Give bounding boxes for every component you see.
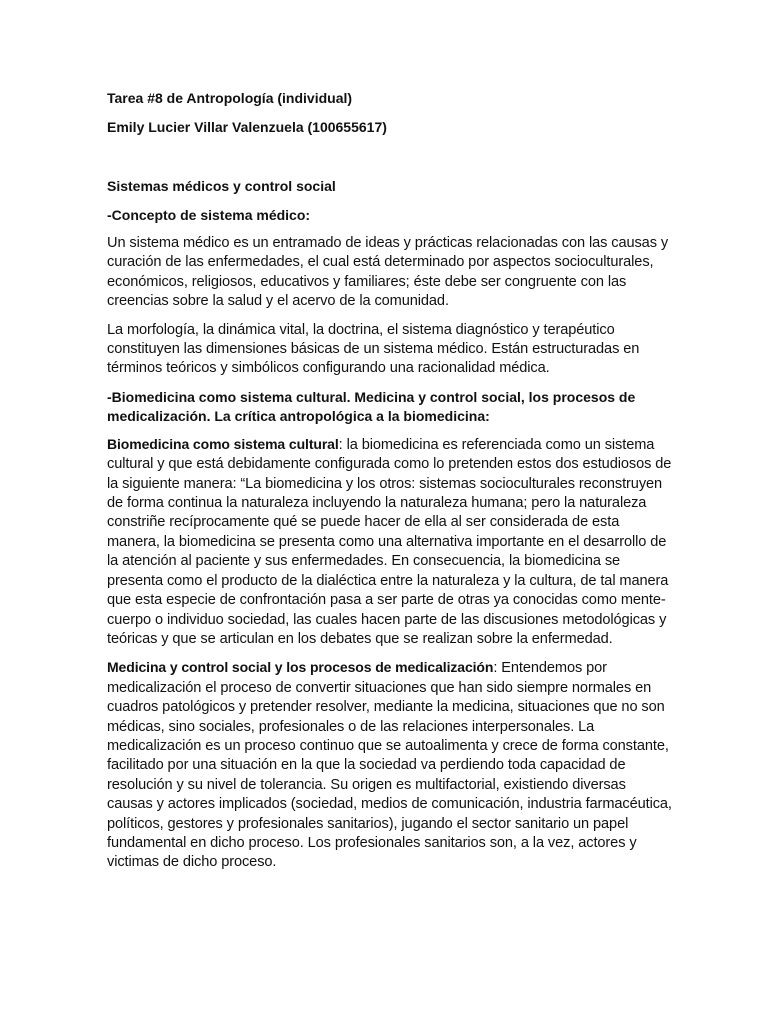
- heading-biomedicina: -Biomedicina como sistema cultural. Medicina y control social, los procesos de medicalización. La crítica antropológica a la biomedicina:: [107, 388, 636, 424]
- paragraph-2: La morfología, la dinámica vital, la doctrina, el sistema diagnóstico y terapéutico constituyen las dimensiones básicas de un sistema médico. Están estructuradas en términos teóricos y simbólicos configurando una racionalidad médica.: [107, 321, 640, 377]
- document-title: Tarea #8 de Antropología (individual): [107, 90, 353, 106]
- heading-concepto-sistema-medico: -Concepto de sistema médico:: [107, 207, 311, 223]
- document-author: Emily Lucier Villar Valenzuela (100655617): [107, 119, 387, 135]
- paragraph-3-body: : la biomedicina es referenciada como un sistema cultural y que está debidamente configurada como lo pretenden estos dos estudiosos de la siguiente manera: “La biomedicina y los otros: sistemas socioculturales reconstruyen de forma continua la naturaleza incluyendo la naturaleza humana; pero la naturaleza constriñe recíprocamente qué se puede hacer de ella al ser considerada de esta manera, la biomedicina se presenta como una alternativa importante en el desarrollo de la atención al paciente y sus enfermedades. En consecuencia, la biomedicina se presenta como el producto de la dialéctica entre la naturaleza y la cultura, de tal manera que esta especie de confrontación pasa a ser parte de otras ya conocidas como mente-cuerpo o individuo sociedad, las cuales hacen parte de las discusiones metodológicas y teóricas y que se articulan en los debates que se realizan sobre la enfermedad.: [107, 436, 672, 647]
- section-title: Sistemas médicos y control social: [107, 178, 336, 194]
- paragraph-4-body: : Entendemos por medicalización el proceso de convertir situaciones que han sido siempre normales en cuadros patológicos y pretender resolver, mediante la medicina, situaciones que no son médicas, sino sociales, profesionales o de las relaciones interpersonales. La medicalización es un proceso continuo que se autoalimenta y crece de forma constante, facilitado por una situación en la que la sociedad va perdiendo toda capacidad de resolución y su nivel de tolerancia. Su origen es multifactorial, existiendo diversas causas y actores implicados (sociedad, medios de comunicación, industria farmacéutica, políticos, gestores y profesionales sanitarios), jugando el sector sanitario un papel fundamental en dicho proceso. Los profesionales sanitarios son, a la vez, actores y victimas de dicho proceso.: [107, 660, 672, 871]
- paragraph-4: [107, 658, 673, 872]
- paragraph-1: Un sistema médico es un entramado de ideas y prácticas relacionadas con las causas y curación de las enfermedades, el cual está determinado por aspectos socioculturales, económicos, religiosos, educativos y familiares; éste debe ser congruente con las creencias sobre la salud y el acervo de la comunidad.: [107, 235, 669, 310]
- paragraph-3-lead: Biomedicina como sistema cultural: [107, 435, 339, 452]
- paragraph-3: [107, 435, 673, 649]
- paragraph-4-lead: Medicina y control social y los procesos de medicalización: [107, 659, 494, 676]
- document-page: [107, 89, 673, 882]
